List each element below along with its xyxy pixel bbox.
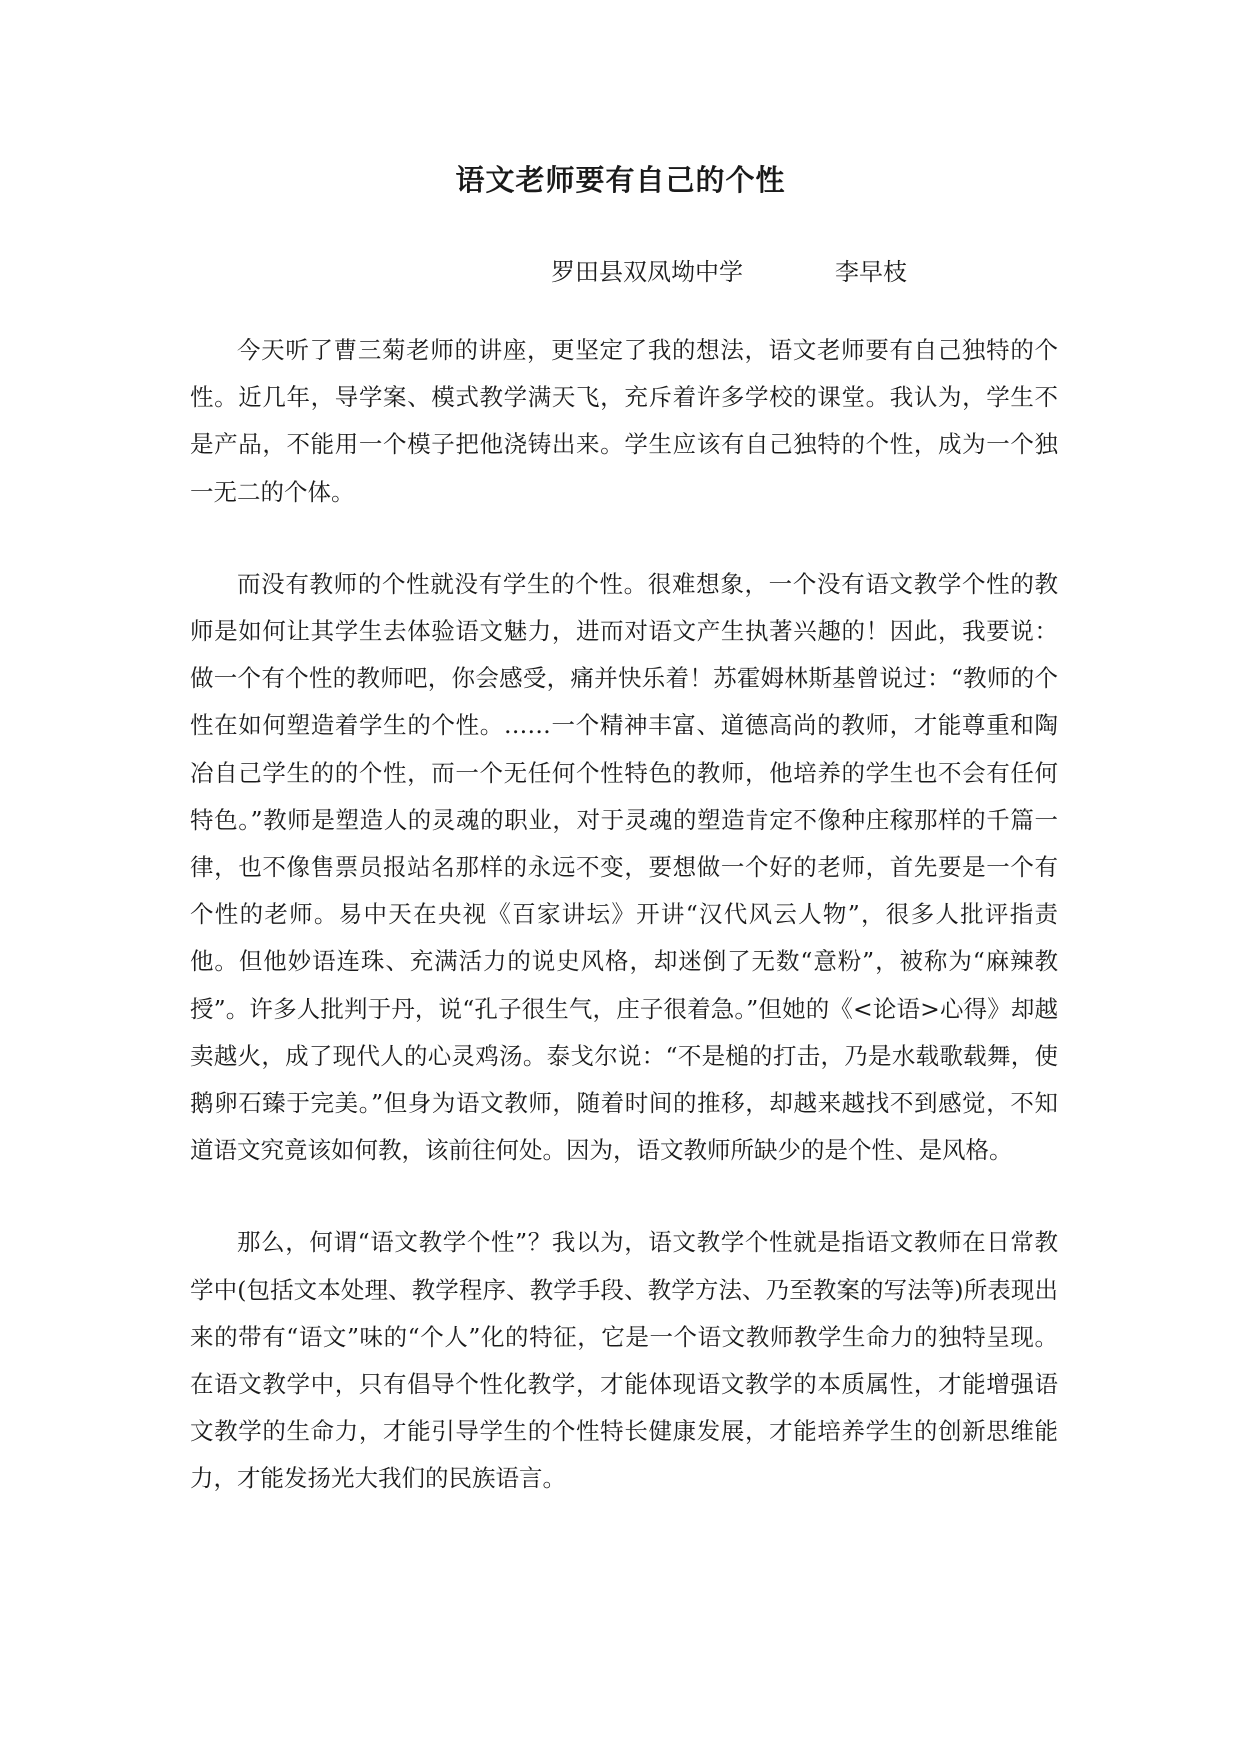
byline [551, 252, 907, 287]
document-body [190, 327, 1058, 1503]
body-paragraph-1: 今天听了曹三菊老师的讲座，更坚定了我的想法，语文老师要有自己独特的个性。近几年，导学案、模式教学满天飞，充斥着许多学校的课堂。我认为，学生不是产品，不能用一个模子把他浇铸出来。学生应该有自己独特的个性，成为一个独一无二的个体。 [190, 336, 1058, 506]
author-school: 罗田县双凤坳中学 [551, 258, 743, 286]
body-paragraph-2: 而没有教师的个性就没有学生的个性。很难想象，一个没有语文教学个性的教师是如何让其学生去体验语文魅力，进而对语文产生执著兴趣的！因此，我要说：做一个有个性的教师吧，你会感受，痛并快乐着！苏霍姆林斯基曾说过：“教师的个性在如何塑造着学生的个性。……一个精神丰富、道德高尚的教师，才能尊重和陶冶自己学生的的个性，而一个无任何个性特色的教师，他培养的学生也不会有任何特色。”教师是塑造人的灵魂的职业，对于灵魂的塑造肯定不像种庄稼那样的千篇一律，也不像售票员报站名那样的永远不变，要想做一个好的老师，首先要是一个有个性的老师。易中天在央视《百家讲坛》开讲“汉代风云人物”，很多人批评指责他。但他妙语连珠、充满活力的说史风格，却迷倒了无数“意粉”，被称为“麻辣教授”。许多人批判于丹，说“孔子很生气，庄子很着急。”但她的《<论语>心得》却越卖越火，成了现代人的心灵鸡汤。泰戈尔说：“不是槌的打击，乃是水载歌载舞，使鹅卵石臻于完美。”但身为语文教师，随着时间的推移，却越来越找不到感觉，不知道语文究竟该如何教，该前往何处。因为，语文教师所缺少的是个性、是风格。 [190, 569, 1058, 1165]
document-title: 语文老师要有自己的个性 [455, 163, 786, 197]
author-name: 李早枝 [835, 258, 907, 286]
body-paragraph-3: 那么，何谓“语文教学个性”？我以为，语文教学个性就是指语文教师在日常教学中(包括文本处理、教学程序、教学手段、教学方法、乃至教案的写法等)所表现出来的带有“语文”味的“个人”化的特征，它是一个语文教师教学生命力的独特呈现。在语文教学中，只有倡导个性化教学，才能体现语文教学的本质属性，才能增强语文教学的生命力，才能引导学生的个性特长健康发展，才能培养学生的创新思维能力，才能发扬光大我们的民族语言。 [190, 1228, 1058, 1493]
